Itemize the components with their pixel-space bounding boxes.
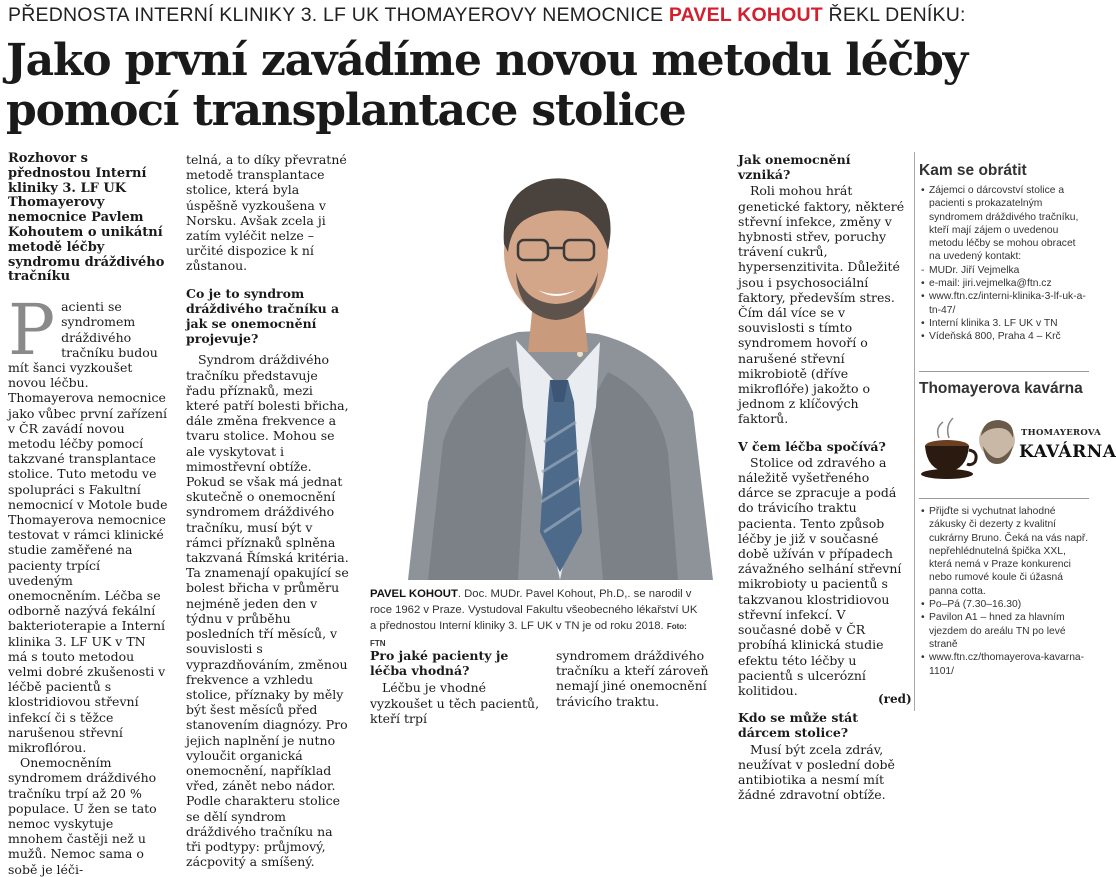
answer-paragraph: Musí být zcela zdráv, neužívat v poslední době antibiotika a nesmí mít žádné zdravotní obtíže. — [738, 741, 895, 803]
cafe-box — [919, 380, 1116, 678]
portrait-photo — [368, 152, 736, 580]
column-3a — [370, 648, 548, 726]
kicker-prefix: PŘEDNOSTA INTERNÍ KLINIKY 3. LF UK THOMAYEROVY NEMOCNICE — [8, 4, 664, 26]
column-1 — [8, 152, 168, 877]
answer-paragraph: Stolice od zdravého a náležitě vyšetřeného dárce se zpracuje a podá do trávicího traktu pacienta. Tento způsob léčby je již v současné době užíván v případech závažného selhání střevní mikrobioty u pacientů s takzvanou klostridiovou střevní infekcí. V současné době v ČR probíhá klinická studie efektu této léčby u pacientů s ulcerózní kolitidou. — [738, 454, 902, 698]
article-intro — [8, 289, 168, 756]
list-item: • www.ftn.cz/interni-klinika-3-lf-uk-a-tn-47/ — [919, 290, 1089, 317]
answer-paragraph: Léčbu je vhodné vyzkoušet u těch pacientů, kteří trpí — [370, 680, 540, 726]
list-item: • Přijďte si vychutnat lahodné zákusky či dezerty z kvalitní cukrárny Bruno. Čeká na vás např. nepřehlédnutelná špička XXL, která nemá v Praze konkurenci nebo rumové koule či úžasná panna cotta. — [919, 505, 1089, 598]
question-heading: V čem léčba spočívá? — [738, 438, 886, 454]
intro-paragraph: acienti se syndromem dráždivého tračníku budou mít šanci vyzkoušet novou léčbu. Thomayerova nemocnice jako vůbec první zařízení v ČR zavádí novou metodu léčby pomocí takzvané transplantace stolice. Tuto metodu ve spolupráci s Fakultní nemocnicí v Motole bude Thomayerova nemocnice testovat v rámci klinické studie zaměřené na pacienty trpící uvedeným onemocněním. Léčba se odborně nazývá fekální bakterioterapie a Interní klinika 3. LF UK v TN má s touto metodou velmi dobré zkušenosti v léčbě pacientů s klostridiovou střevní infekcí či s těžce narušenou střevní mikroflórou. — [8, 299, 168, 756]
contact-list — [919, 184, 1089, 344]
answer-paragraph: Roli mohou hrát genetické faktory, některé střevní infekce, změny v hybnosti střev, poruchy trávení cukrů, hypersenzitivita. Důležité jsou i psychosociální faktory, především stres. Čím dál více se v souvislosti s tímto syndromem hovoří o narušené střevní mikrobiotě (dříve mikroflóře) jakožto o jednom z klíčových faktorů. — [738, 183, 905, 427]
list-item: • e-mail: jiri.vejmelka@ftn.cz — [919, 277, 1089, 290]
sidebar-separator — [919, 498, 1089, 499]
answer-paragraph: Syndrom dráždivého tračníku představuje řadu příznaků, mezi které patří bolesti břicha, dále změna frekvence a tvaru stolice. Mohou se ale vyskytovat i mimostřevní obtíže. Pokud se však má jednat skutečně o onemocnění syndromem dráždivého tračníku, musí být v rámci příznaků splněna takzvaná Římská kritéria. Ta znamenají opakující se bolest břicha v průměru nejméně jeden den v týdnu v průběhu posledních tří měsíců, v souvislosti s vyprazdňováním, změnou frekvence a vzhledu stolice, příznaky by měly být šest měsíců před stanovením diagnózy. Pro jejich naplnění je nutno vyloučit organická onemocnění, například vřed, zánět nebo nádor. Podle charakteru stolice se dělí syndrom dráždivého tračníku na tři podtypy: průjmový, zácpovitý a smíšený. — [186, 352, 349, 870]
column-2 — [186, 152, 350, 869]
lead-paragraph: Rozhovor s přednostou Interní kliniky 3. LF UK Thomayerovy nemocnice Pavlem Kohoutem o unikátní metodě léčby syndromu dráždivého tračníku — [8, 151, 165, 285]
author-signature: (red) — [878, 692, 912, 706]
drop-cap: P — [8, 289, 56, 372]
list-item: • Po–Pá (7.30–16.30) — [919, 598, 1089, 611]
cafe-logo — [919, 406, 1116, 488]
question-heading: Kdo se může stát dárcem stolice? — [738, 710, 859, 741]
list-item: • Zájemci o dárcovství stolice a pacienti s prokazatelným syndromem dráždivého tračníku, kteří mají zájem o uvedenou metodu léčby se mohou obracet na uvedený kontakt: — [919, 184, 1089, 264]
list-item: • Vídeňská 800, Praha 4 – Krč — [919, 330, 1089, 343]
sidebar-divider — [914, 152, 915, 711]
paragraph: Onemocněním syndromem dráždivého tračníku trpí až 20 % populace. U žen se tato nemoc vyskytuje mnohem častěji než u mužů. Nemoc sama o sobě je léči- — [8, 755, 157, 877]
list-item: • www.ftn.cz/thomayerova-kavarna-1101/ — [919, 651, 1089, 678]
question-heading: Pro jaké pacienty je léčba vhodná? — [370, 648, 509, 679]
caption-text: . Doc. MUDr. Pavel Kohout, Ph.D,. se narodil v roce 1962 v Praze. Vystudoval Fakultu všeobecného lékařství UK a přednostou Interní kliniky 3. LF UK v TN je od roku 2018. — [370, 588, 698, 632]
contact-box — [919, 162, 1089, 344]
list-item: • Pavilon A1 – hned za hlavním vjezdem do areálu TN po levé straně — [919, 611, 1089, 651]
kicker-suffix: ŘEKL DENÍKU: — [828, 4, 966, 26]
sidebar-separator — [919, 371, 1089, 372]
kicker — [8, 4, 966, 27]
cafe-info-list — [919, 505, 1089, 678]
question-heading: Co je to syndrom dráždivého tračníku a jak se onemocnění projevuje? — [186, 285, 340, 347]
logo-wordmark-top: THOMAYEROVA — [1021, 428, 1102, 438]
question-heading: Jak onemocnění vzniká? — [738, 152, 851, 183]
paragraph: telná, a to díky převratné metodě transplantace stolice, která byla úspěšně vyzkoušena v Norsku. Avšak zcela ji zatím vyléčit nelze – určité dispozice k ní zůstanou. — [186, 152, 347, 274]
list-item: • Interní klinika 3. LF UK v TN — [919, 317, 1089, 330]
kicker-name: PAVEL KOHOUT — [668, 4, 823, 26]
list-item: - MUDr. Jiří Vejmelka — [919, 264, 1089, 277]
answer-paragraph: syndromem dráždivého tračníku a kteří zároveň nemají jiné onemocnění trávicího traktu. — [556, 648, 709, 709]
photo-caption — [370, 586, 700, 652]
headline: Jako první zavádíme novou metodu léčby pomocí transplantace stolice — [6, 35, 968, 136]
cafe-box-title: Thomayerova kavárna — [919, 380, 1083, 397]
photo-credit: Foto: FTN — [370, 622, 687, 648]
logo-wordmark-bottom: KAVÁRNA — [1019, 442, 1116, 462]
caption-name: PAVEL KOHOUT — [370, 588, 458, 600]
column-3b — [556, 648, 732, 709]
contact-box-title: Kam se obrátit — [919, 162, 1027, 179]
